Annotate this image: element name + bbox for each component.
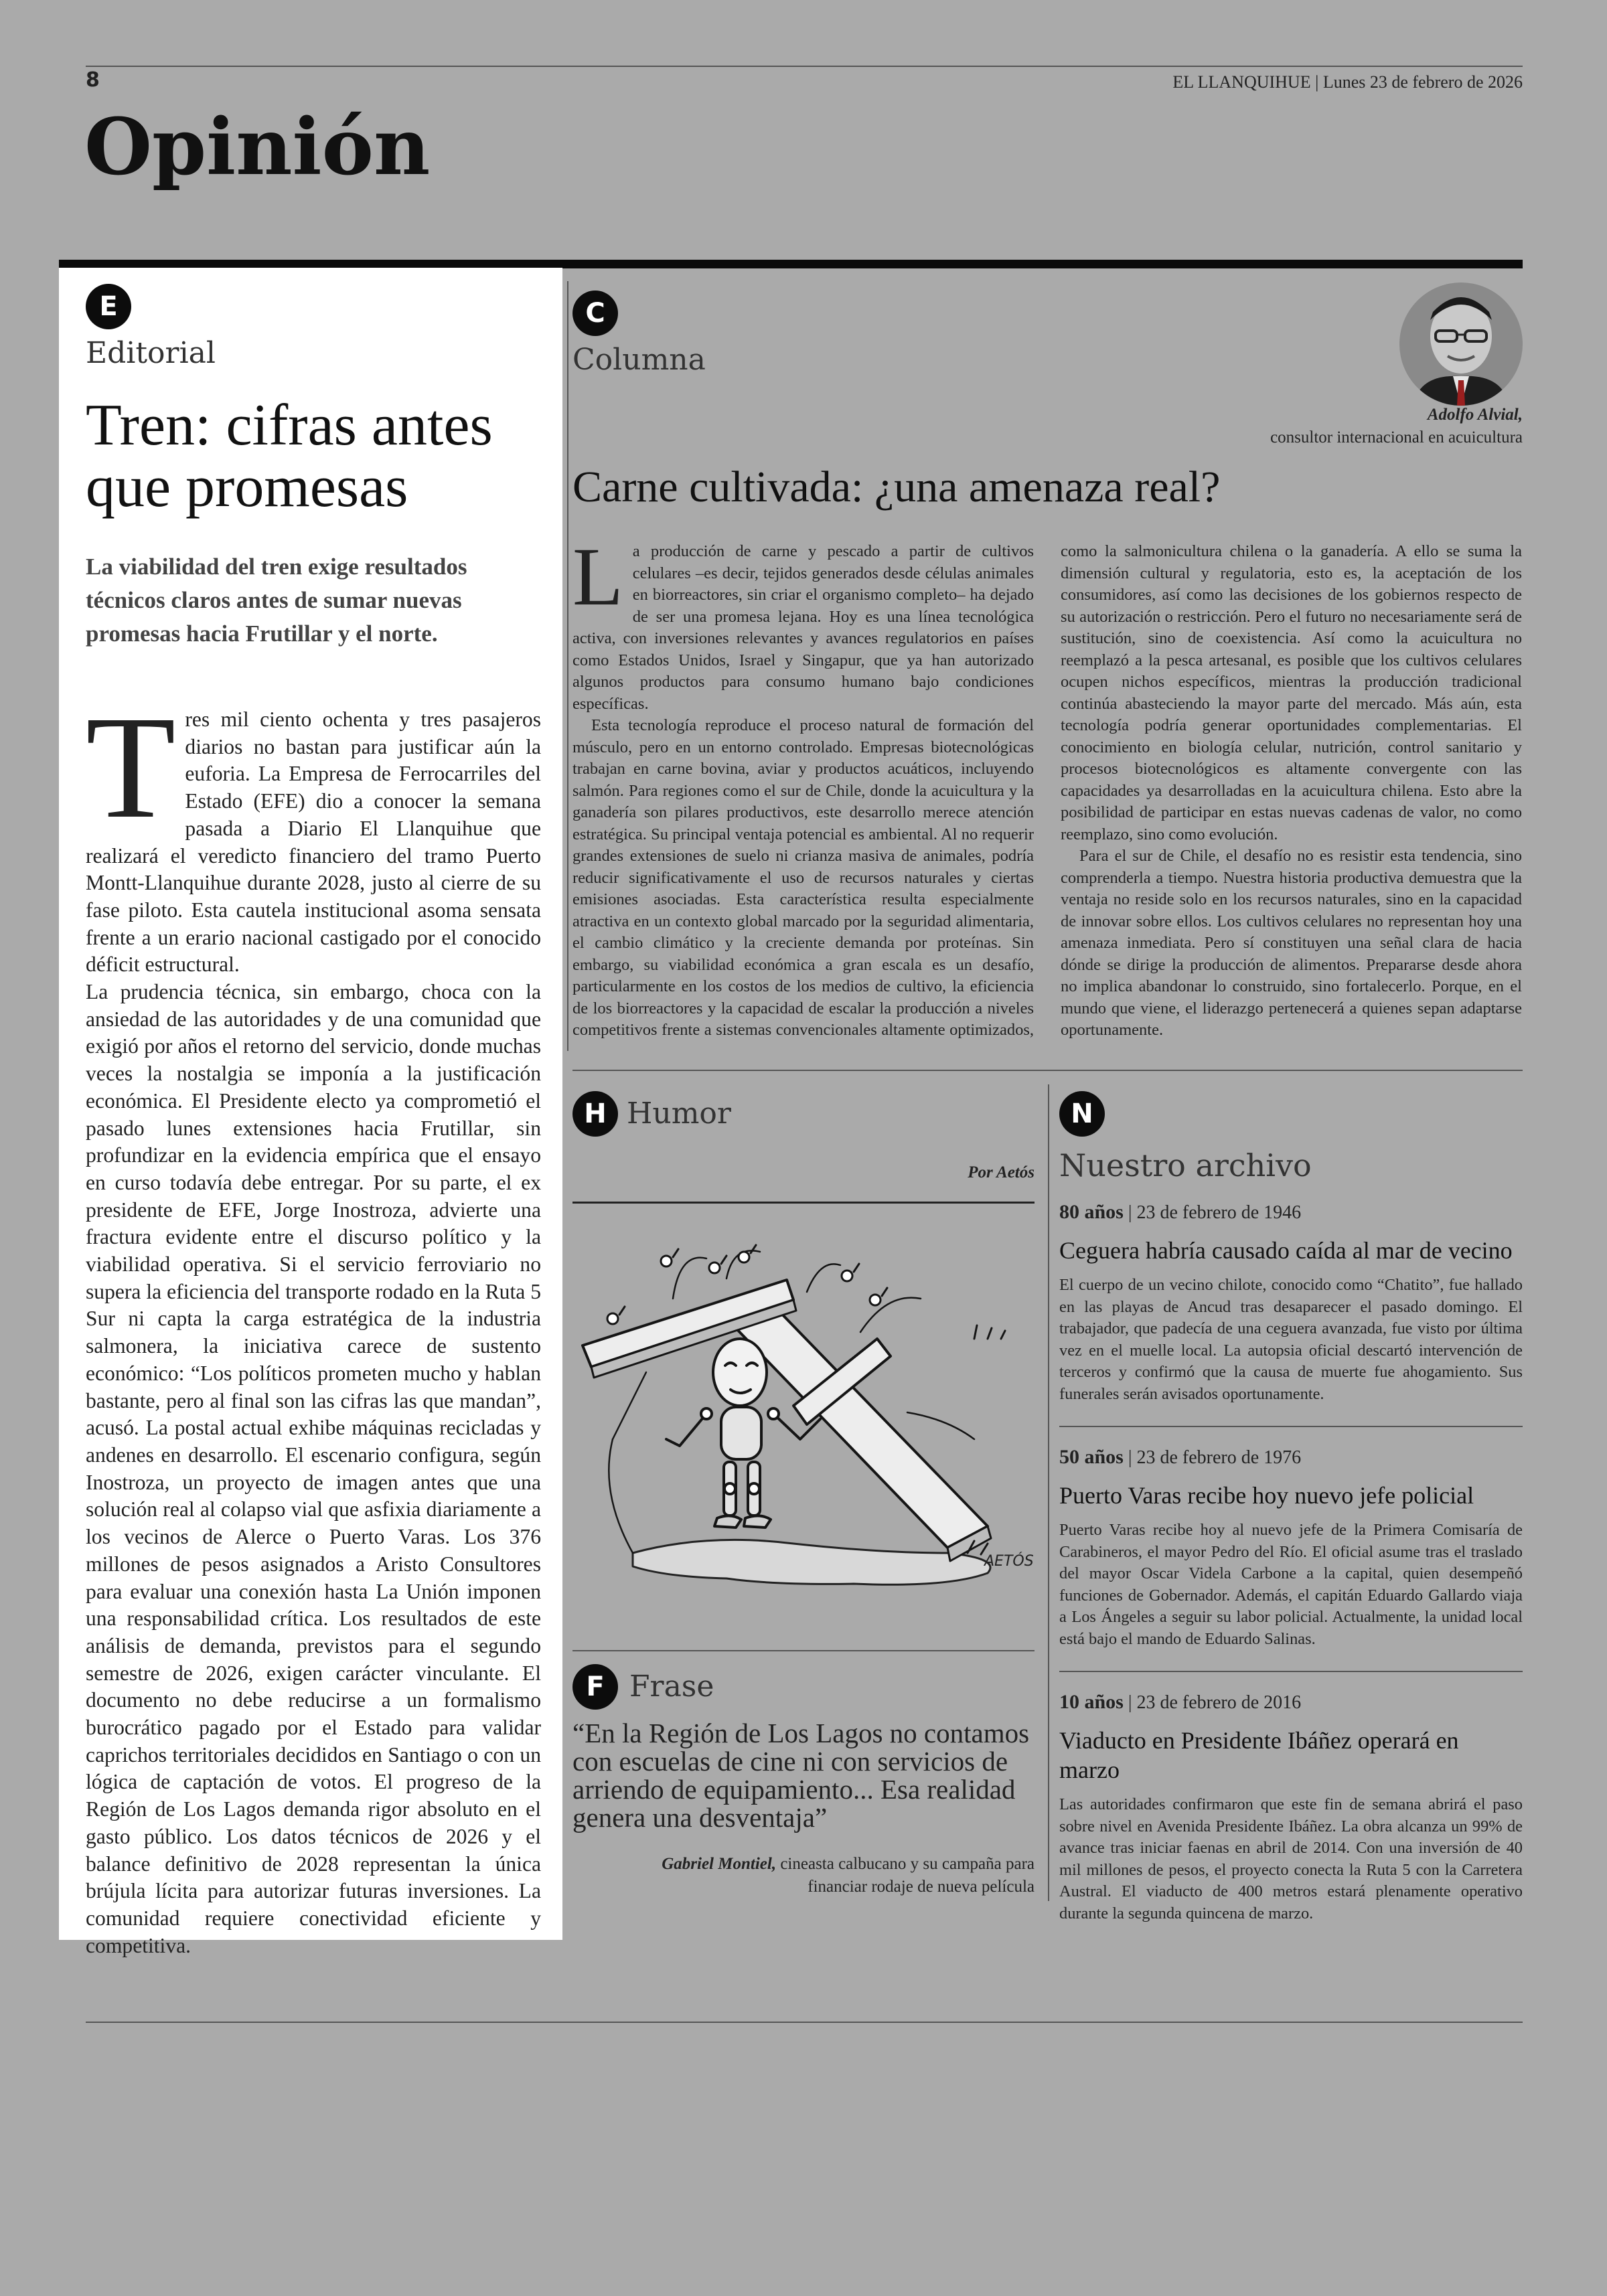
archive-badge: N — [1059, 1091, 1105, 1137]
column-paragraph: Esta tecnología reproduce el proceso natural de formación del músculo, pero en un entorno controlado. Empresas biotecnológicas trabajan en carne bovina, aviar y productos acuáticos, incluyendo salmón. Para regiones como el sur de Chile, donde la acuicultura y la ganadería son pilares productivos, este desarrollo merece atención estratégica. Su principal ventaja potencial es ambiental. Al no requerir grandes extensiones de suelo ni crianza masiva de animales, podría reducir significativamente el uso de recursos naturales y ciertas emisiones asociadas. Esta característica resulta especialmente atractiva en un contexto global marcado por la seguridad alimentaria, el cambio climático y la creciente demanda por proteínas. Sin embargo, su viabilidad económica a gran escala es un desafío, particularmente en los costos de los medios de cultivo, la eficiencia de los biorreactores y la capacidad de escalar la producción a niveles competitivos frente a sistemas convencionales altamente optimizados, como la salmonicultura chilena o la ganadería. A ello se suma la dimensión cultural y regulatoria, esto es, la aceptación de los consumidores, así como las decisiones de los gobiernos respecto de su autorización o restricción. Pero el futuro no necesariamente será de sustitución, sino de coexistencia. Así como la acuicultura no reemplazó a la pesca artesanal, es posible que los cultivos celulares ocupen nichos específicos, mientras la producción tradicional continúa abasteciendo la mayor parte del mercado. Más aún, esta tecnología podría generar oportunidades complementarias. El conocimiento en biología celular, nutrición, control sanitario y procesos biotecnológicos es altamente convergente con las capacidades ya desarrolladas en la acuicultura chilena. Esto abre la posibilidad de participar en estas nuevas cadenas de valor, no como reemplazo, sino como evolución. — [572, 542, 1522, 1039]
archive-years: 10 años — [1059, 1691, 1124, 1713]
editorial-badge: E — [86, 284, 131, 329]
frase-label: Frase — [629, 1669, 714, 1704]
archive-meta — [1059, 1201, 1523, 1224]
archive-label: Nuestro archivo — [1059, 1147, 1312, 1183]
archive-date: 23 de febrero de 1946 — [1136, 1202, 1302, 1223]
column-badge: C — [572, 291, 618, 336]
archive-meta — [1059, 1691, 1523, 1714]
column-body — [572, 531, 1522, 1056]
humor-badge: H — [572, 1091, 618, 1137]
editorial-headline: Tren: cifras antes que promesas — [86, 393, 493, 519]
editorial-paragraph: La prudencia técnica, sin embargo, choca con la ansiedad de las autoridades y de una comunidad que exigió por años el retorno del servicio, donde muchas veces la nostalgia se imponía a la justificación económica. El Presidente electo ya comprometió el pasado lunes extensiones hacia Frutillar, sin profundizar en la evidencia empírica que el ensayo en curso todavía debe entregar. Por su parte, el ex presidente de EFE, Jorge Inostroza, advierte una fractura evidente entre el discurso político y la viabilidad operativa. Si el servicio ferroviario no supera la eficiencia del transporte rodado en la Ruta 5 Sur ni capta la carga estratégica de la industria salmonera, la iniciativa carece de sustento económico: “Los políticos prometen mucho y hablan bastante, pero al final son las cifras las que mandan”, acusó. La postal actual exhibe máquinas recicladas y andenes en desarrollo. El escenario configura, según Inostroza, un proyecto de imagen antes que una solución real al colapso vial que asfixia diariamente a los vecinos de Alerce o Puerto Varas. Los 376 millones de pesos asignados a Aristo Consultores para evaluar una conexión hasta La Unión imponen una responsabilidad crítica. Los resultados de este análisis de demanda, previstos para el segundo semestre de 2026, exigen carácter vinculante. El documento no debe reducirse a un formalismo burocrático pagado por el Estado para validar caprichos territoriales decididos en Santiago o con un lógica de captación de votos. El progreso de la Región de Los Lagos demanda rigor absoluto en el gasto público. Los datos técnicos de 2026 y el balance definitivo de 2028 representan la única brújula lícita para autorizar futuras inversiones. La comunidad requiere conectividad eficiente y competitiva. — [86, 980, 541, 1957]
humor-label: Humor — [627, 1096, 731, 1131]
frase-attribution-detail: cineasta calbucano y su campaña para financiar rodaje de nueva película — [776, 1855, 1035, 1896]
archive-title: Viaducto en Presidente Ibáñez operará en marzo — [1059, 1727, 1459, 1783]
author-role: consultor internacional en acuicultura — [1270, 428, 1523, 446]
humor-credit: Por Aetós — [968, 1163, 1035, 1181]
humor-bottom-rule — [572, 1650, 1035, 1651]
archive-item — [1059, 1446, 1523, 1651]
cartoon-illustration — [572, 1238, 1035, 1613]
humor-credit-rule — [572, 1202, 1035, 1204]
column-vertical-rule — [567, 281, 568, 1051]
archive-date: 23 de febrero de 2016 — [1136, 1692, 1302, 1713]
column-paragraph: Para el sur de Chile, el desafío no es resistir esta tendencia, sino comprenderla a tiempo. Nuestra historia productiva demuestra que la ventaja no reside solo en los recursos naturales, sino en la capacidad de innovar sobre ellos. Los cultivos celulares no representan hoy una amenaza inmediata. Pero sí constituyen una señal clara de hacia dónde se dirige la producción de alimentos. Prepararse desde ahora no implica abandonar lo construido, sino fortalecerlo. Porque, en el mundo que viene, el liderazgo pertenecerá a quienes sepan adaptarse oportunamente. — [1061, 847, 1522, 1039]
editorial-dropcap: T — [86, 685, 176, 849]
archive-body: Puerto Varas recibe hoy al nuevo jefe de la Primera Comisaría de Carabineros, el mayor Pedro del Río. El oficial asume tras el traslado del mayor Oscar Videla Carbone a la capital, quien desempeñó funciones de Gobernador. Además, el capitán Eduardo Gallardo viaja a Los Ángeles a seguir su labor policial. Actualmente, la unidad local está bajo el mando de Eduardo Salinas. — [1059, 1521, 1523, 1648]
separator: | — [1310, 72, 1323, 92]
middle-vertical-rule — [1048, 1084, 1049, 1901]
cartoon-signature: AETÓS — [984, 1553, 1034, 1570]
separator: | — [1123, 1692, 1137, 1713]
footer-rule — [86, 2022, 1523, 2023]
frase-attribution-name: Gabriel Montiel, — [662, 1855, 777, 1873]
frase-badge: F — [572, 1664, 618, 1710]
editorial-body — [86, 685, 541, 1959]
archive-divider — [1059, 1426, 1523, 1427]
archive-item — [1059, 1201, 1523, 1406]
column-bottom-rule — [572, 1070, 1523, 1071]
cartoon-cross-beam — [733, 1305, 988, 1548]
separator: | — [1123, 1202, 1137, 1223]
author-name: Adolfo Alvial, — [1427, 406, 1523, 424]
archive-divider — [1059, 1671, 1523, 1672]
column-headline: Carne cultivada: ¿una amenaza real? — [572, 463, 1221, 511]
author-photo — [1399, 282, 1523, 406]
frase-quote: “En la Región de Los Lagos no contamos con escuelas de cine ni con servicios de arriendo de equipamiento... Esa realidad genera una desventaja” — [572, 1718, 1030, 1833]
issue-date: Lunes 23 de febrero de 2026 — [1322, 72, 1523, 92]
archive-years: 80 años — [1059, 1201, 1124, 1223]
archive-title: Puerto Varas recibe hoy nuevo jefe policial — [1059, 1482, 1474, 1509]
newspaper-name: EL LLANQUIHUE — [1172, 72, 1311, 92]
separator: | — [1123, 1447, 1137, 1468]
editorial-deck: La viabilidad del tren exige resultados técnicos claros antes de sumar nuevas promesas hacia Frutillar y el norte. — [86, 554, 467, 647]
column-label: Columna — [572, 343, 706, 377]
top-thin-rule — [86, 66, 1523, 67]
column-paragraph: a producción de carne y pescado a partir de cultivos celulares –es decir, tejidos generados desde células animales en biorreactores, sin criar el organismo completo– ha dejado de ser una promesa lejana. Hoy es una línea tecnológica activa, con inversiones relevantes y avances regulatorios en países como Estados Unidos, Israel y Singapur, que ya han autorizado algunos productos para consumo humano bajo condiciones específicas. — [572, 542, 1034, 713]
archive-item — [1059, 1691, 1523, 1925]
column-dropcap: L — [572, 531, 623, 623]
page-number: 8 — [86, 68, 100, 92]
archive-body: Las autoridades confirmaron que este fin de semana abrirá el paso sobre nivel en Avenida Presidente Ibáñez. La obra alcanza un 99% de avance tras iniciar faenas en abril de 2014. Con una inversión de 40 mil millones de pesos, el proyecto conecta la Ruta 5 con la Carretera Austral. El viaducto de 400 metros estará plenamente operativo durante la segunda quincena de marzo. — [1059, 1795, 1523, 1922]
editorial-paragraph: res mil ciento ochenta y tres pasajeros diarios no bastan para justificar aún la euforia. La Empresa de Ferrocarriles del Estado (EFE) dio a conocer la semana pasada a Diario El Llanquihue que realizará el veredicto financiero del tramo Puerto Montt-Llanquihue durante 2028, justo al cierre de su fase piloto. Esta cautela institucional asoma sensata frente a un erario nacional castigado por el conocido déficit estructural. — [86, 708, 541, 977]
frase-attribution — [616, 1853, 1035, 1898]
cartoon-puddle — [633, 1540, 990, 1584]
archive-years: 50 años — [1059, 1446, 1124, 1468]
archive-meta — [1059, 1446, 1523, 1469]
archive-date: 23 de febrero de 1976 — [1136, 1447, 1302, 1468]
archive-title: Ceguera habría causado caída al mar de vecino — [1059, 1237, 1513, 1264]
section-title: Opinión — [84, 102, 431, 193]
masthead-date — [1172, 72, 1523, 92]
archive-body: El cuerpo de un vecino chilote, conocido como “Chatito”, fue hallado en las playas de Ancud tras desaparecer el pasado domingo. El trabajador, que padecía de una ceguera avanzada, fue visto por última vez en el muelle local. La autopsia oficial descartó intervención de terceros y confirmó que la causa de muerte fue ahogamiento. Sus funerales serán avisados oportunamente. — [1059, 1276, 1523, 1403]
editorial-label: Editorial — [86, 336, 216, 370]
